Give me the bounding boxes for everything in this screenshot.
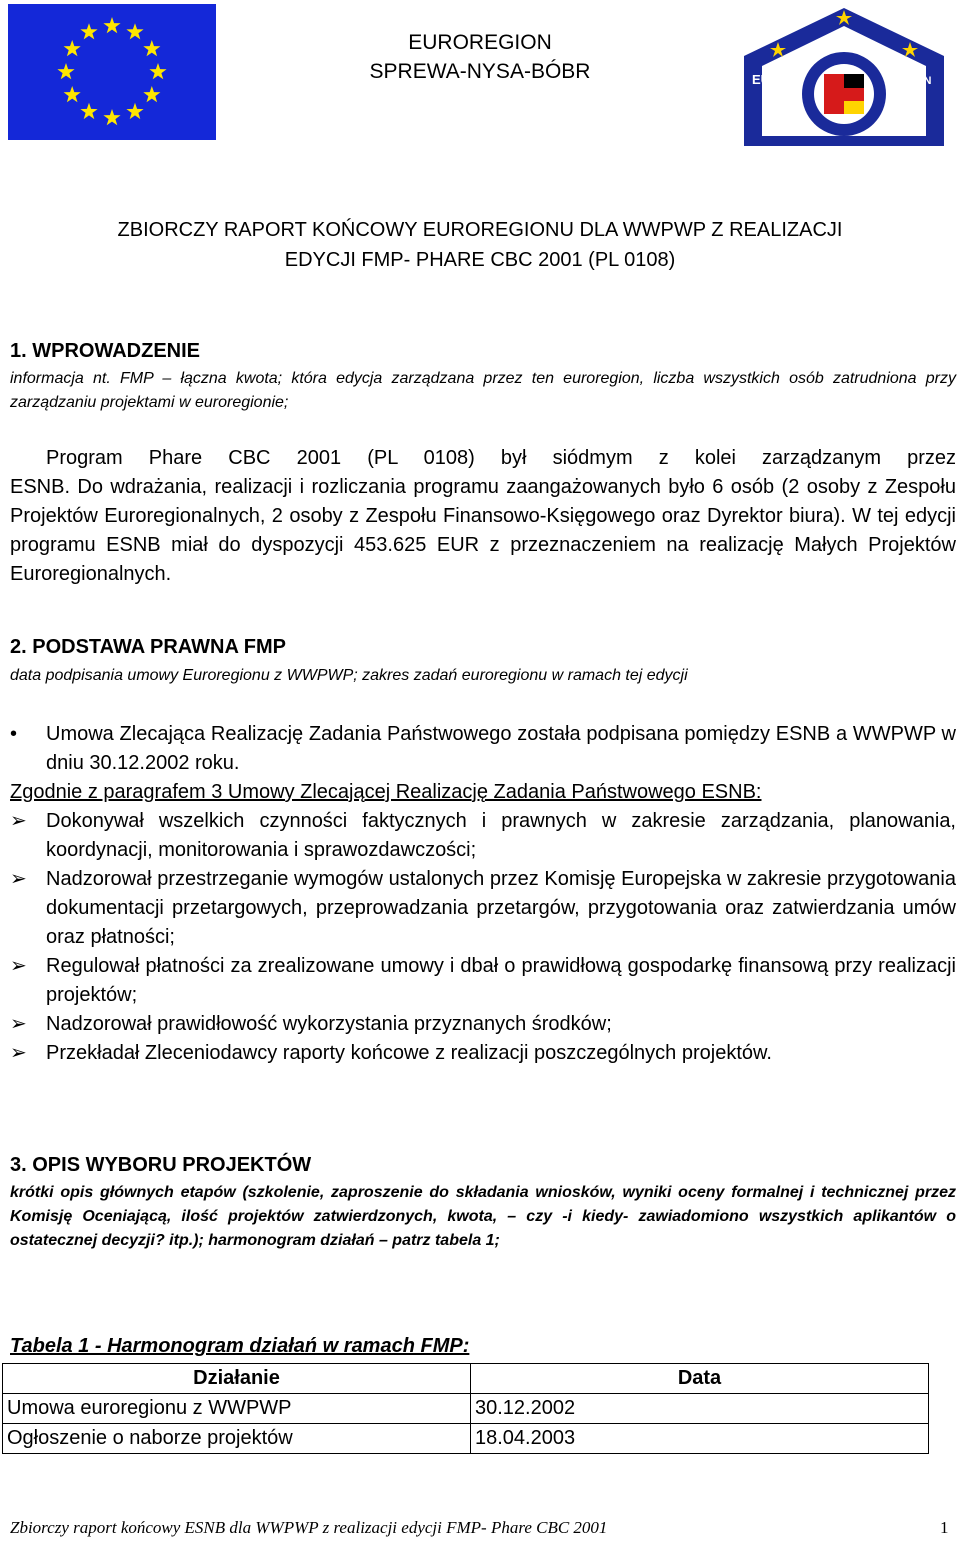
list-item: Przekładał Zleceniodawcy raporty końcowe z realizacji poszczególnych projektów. [46, 1042, 772, 1064]
section-1-heading: 1. WPROWADZENIE [10, 340, 201, 362]
section-2-info: data podpisania umowy Euroregionu z WWPWP; zakres zadań euroregionu w ramach tej edycji [10, 667, 688, 684]
list-item: Dokonywał wszelkich czynności faktycznych i prawnych w zakresie zarządzania, planowania, koordynacji, monitorowania i sprawozdawczości; [46, 810, 956, 861]
star-icon [103, 109, 120, 125]
list-item: Nadzorował przestrzeganie wymogów ustalonych przez Komisję Europejska w zakresie przygotowania dokumentacji przetargowych, przeprowadzania przetargów, przygotowania oraz zatwierdzania umów oraz płatności; [46, 868, 956, 948]
table-cell: 18.04.2003 [471, 1424, 929, 1454]
header-line2: SPREWA-NYSA-BÓBR [369, 60, 591, 83]
svg-text:REGION: REGION [888, 75, 932, 87]
arrow-bullet-icon: ➢ [10, 810, 27, 832]
arrow-bullet-icon: ➢ [10, 868, 27, 890]
report-title-line1: ZBIORCZY RAPORT KOŃCOWY EUROREGIONU DLA WWPWP Z REALIZACJI [117, 219, 843, 241]
table-caption: Tabela 1 - Harmonogram działań w ramach FMP: [10, 1335, 470, 1357]
section-2-bullet: Umowa Zlecająca Realizację Zadania Państwowego została podpisana pomiędzy ESNB a WWPWP w dniu 30.12.2002 roku. [46, 723, 956, 774]
arrow-bullet-icon: ➢ [10, 955, 27, 977]
logo-letters: EURO [752, 72, 790, 87]
arrow-bullet-icon: ➢ [10, 1013, 27, 1035]
list-item: Regulował płatności za zrealizowane umowy i dbał o prawidłową gospodarkę finansową przy realizacji projektów; [46, 955, 956, 1006]
arrow-bullet-icon: ➢ [10, 1042, 27, 1064]
star-icon [64, 86, 81, 102]
section-1-paragraph-first-line: Program Phare CBC 2001 (PL 0108) był siódmym z kolei zarządzanym przez [46, 447, 956, 469]
table-header-cell: Data [471, 1364, 929, 1394]
bullet-dot: • [10, 723, 18, 745]
section-1-info: informacja nt. FMP – łączna kwota; która edycja zarządzana przez ten euroregion, liczba wszystkich osób zatrudniona przy zarządzaniu projektami w euroregionie; [10, 370, 956, 411]
page-number: 1 [940, 1518, 949, 1537]
list-item: Nadzorował prawidłowość wykorzystania przyznanych środków; [46, 1013, 612, 1035]
table-cell: Umowa euroregionu z WWPWP [3, 1394, 471, 1424]
table-row [3, 1424, 929, 1454]
section-2-heading: 2. PODSTAWA PRAWNA FMP [10, 636, 286, 658]
star-icon [80, 103, 97, 119]
table-row [3, 1394, 929, 1424]
schedule-table [2, 1363, 929, 1454]
table-header-cell: Działanie [3, 1364, 471, 1394]
table-header-row [3, 1364, 929, 1394]
table-cell: Ogłoszenie o naborze projektów [3, 1424, 471, 1454]
page-footer: Zbiorczy raport końcowy ESNB dla WWPWP z realizacji edycji FMP- Phare CBC 2001 [10, 1518, 608, 1537]
section-3-info: krótki opis głównych etapów (szkolenie, zaproszenie do składania wniosków, wyniki oceny formalnej i technicznej przez Komisję Oceniającą, ilość projektów zatwierdzonych, kwota, – czy -i kiedy- zawiadomiono wszystkich aplikantów o ostatecznej decyzji? itp.); harmonogram działań – patrz tabela 1; [10, 1184, 956, 1249]
section-3-heading: 3. OPIS WYBORU PROJEKTÓW [10, 1154, 312, 1176]
report-title-line2: EDYCJI FMP- PHARE CBC 2001 (PL 0108) [284, 249, 676, 271]
star-icon [126, 103, 143, 119]
star-icon [143, 86, 160, 102]
section-1-paragraph: ESNB. Do wdrażania, realizacji i rozliczania programu zaangażowanych było 6 osób (2 osoby z Zespołu Projektów Euroregionalnych, 2 osoby z Zespołu Finansowo-Księgowego oraz Dyrektor biura). W tej edycji programu ESNB miał do dyspozycji 453.625 EUR z przeznaczeniem na realizację Małych Projektów Euroregionalnych. [10, 476, 956, 585]
section-2-underlined: Zgodnie z paragrafem 3 Umowy Zlecającej Realizację Zadania Państwowego ESNB: [10, 781, 762, 803]
table-cell: 30.12.2002 [471, 1394, 929, 1424]
header-line1: EUROREGION [408, 31, 552, 54]
